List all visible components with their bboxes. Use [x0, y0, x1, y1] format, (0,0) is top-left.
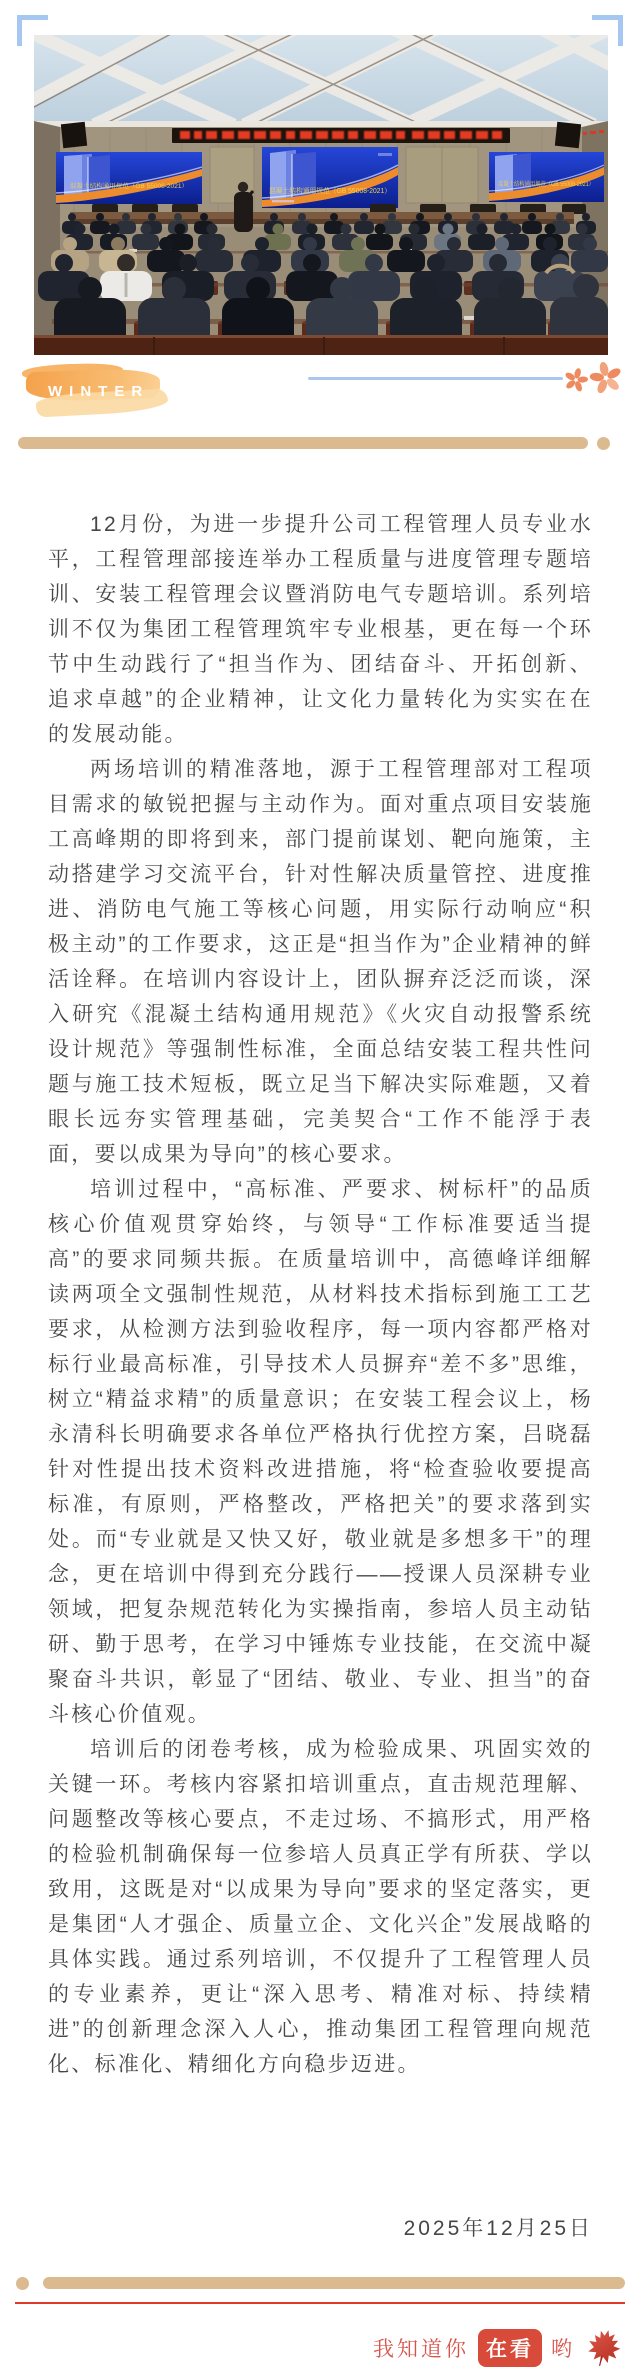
screen-title-center: 混凝土结构通用规范（GB 55008-2021）: [269, 188, 396, 195]
audience: [34, 213, 608, 355]
divider-bar-bottom: [43, 2277, 625, 2289]
right-screen: [489, 152, 607, 202]
divider-dot-bottom: [16, 2277, 29, 2290]
body-paragraph: 培训后的闭卷考核，成为检验成果、巩固实效的关键一环。考核内容紧扣培训重点，直击规范理解、问题整改等核心要点，不走过场、不搞形式，用严格的检验机制确保每一位参培人员真正学有所获、学以致用，这既是对“以成果为导向”要求的坚定落实，更是集团“人才强企、质量立企、文化兴企”发展战略的具体实践。通过系列培训，不仅提升了工程管理人员的专业素养，更让“深入思考、精准对标、持续精进”的创新理念深入人心，推动集团工程管理向规范化、标准化、精细化方向稳步迈进。: [48, 1738, 593, 2076]
left-screen: [56, 152, 202, 204]
footer-text-suffix: 哟: [551, 2338, 575, 2361]
training-photo-illustration: [34, 35, 608, 355]
footer-red-rule: [15, 2302, 625, 2304]
body-paragraph: 培训过程中，“高标准、严要求、树标杆”的品质核心价值观贯穿始终，与领导“工作标准要适当提高”的要求同频共振。在质量培训中，高德峰详细解读两项全文强制性规范，从材料技术指标到施工工艺要求，从检测方法到验收程序，每一项内容都严格对标行业最高标准，引导技术人员摒弃“差不多”思维，树立“精益求精”的质量意识；在安装工程会议上，杨永清科长明确要求各单位严格执行优控方案，吕晓磊针对性提出技术资料改进措施，将“检查验收要提高标准，有原则，严格整改，严格把关”的要求落到实处。而“专业就是又快又好，敬业就是多想多干”的理念，更在培训中得到充分践行——授课人员深耕专业领域，把复杂规范转化为实操指南，参培人员主动钻研、勤于思考，在学习中锤炼专业技能，在交流中凝聚奋斗共识，彰显了“团结、敬业、专业、担当”的奋斗核心价值观。: [48, 1178, 593, 1726]
divider-dot-top: [597, 437, 610, 450]
read-footer: [373, 2326, 624, 2370]
training-photo: [34, 35, 608, 355]
divider-line-blue: [308, 377, 563, 380]
article-body: [48, 507, 593, 2082]
blossom-icon: [562, 365, 591, 394]
body-paragraph: 两场培训的精准落地，源于工程管理部对工程项目需求的敏锐把握与主动作为。面对重点项目安装施工高峰期的即将到来，部门提前谋划、靶向施策，主动搭建学习交流平台，针对性解决质量管控、进度推进、消防电气施工等核心问题，用实际行动响应“积极主动”的工作要求，这正是“担当作为”企业精神的鲜活诠释。在培训内容设计上，团队摒弃泛泛而谈，深入研究《混凝土结构通用规范》《火灾自动报警系统设计规范》等强制性标准，全面总结安装工程共性问题与施工技术短板，既立足当下解决实际难题，又着眼长远夯实管理基础，完美契合“工作不能浮于表面，要以成果为导向”的核心要求。: [48, 758, 593, 1166]
footer-text-prefix: 我知道你: [373, 2338, 469, 2361]
season-badge: [24, 362, 164, 420]
screen-title-left: 混凝土结构通用规范（GB 55008-2021）: [70, 184, 179, 190]
wechat-zaikan-badge[interactable]: 在看: [478, 2329, 542, 2367]
divider-bar-top: [18, 437, 588, 449]
blossom-icons: [562, 358, 624, 402]
maple-leaf-icon: [584, 2328, 624, 2368]
screen-title-right: 混凝土结构通用规范（GB 55008-2021）: [498, 182, 607, 188]
body-paragraph: 12月份，为进一步提升公司工程管理人员专业水平，工程管理部接连举办工程质量与进度管理专题培训、安装工程管理会议暨消防电气专题培训。系列培训不仅为集团工程管理筑牢专业根基，更在每一个环节中生动践行了“担当作为、团结奋斗、开拓创新、追求卓越”的企业精神，让文化力量转化为实实在在的发展动能。: [48, 513, 593, 746]
season-label: WINTER: [48, 383, 150, 400]
center-screen: [262, 147, 398, 208]
blossom-icon: [586, 359, 624, 397]
article-date: 2025年12月25日: [403, 2217, 593, 2240]
